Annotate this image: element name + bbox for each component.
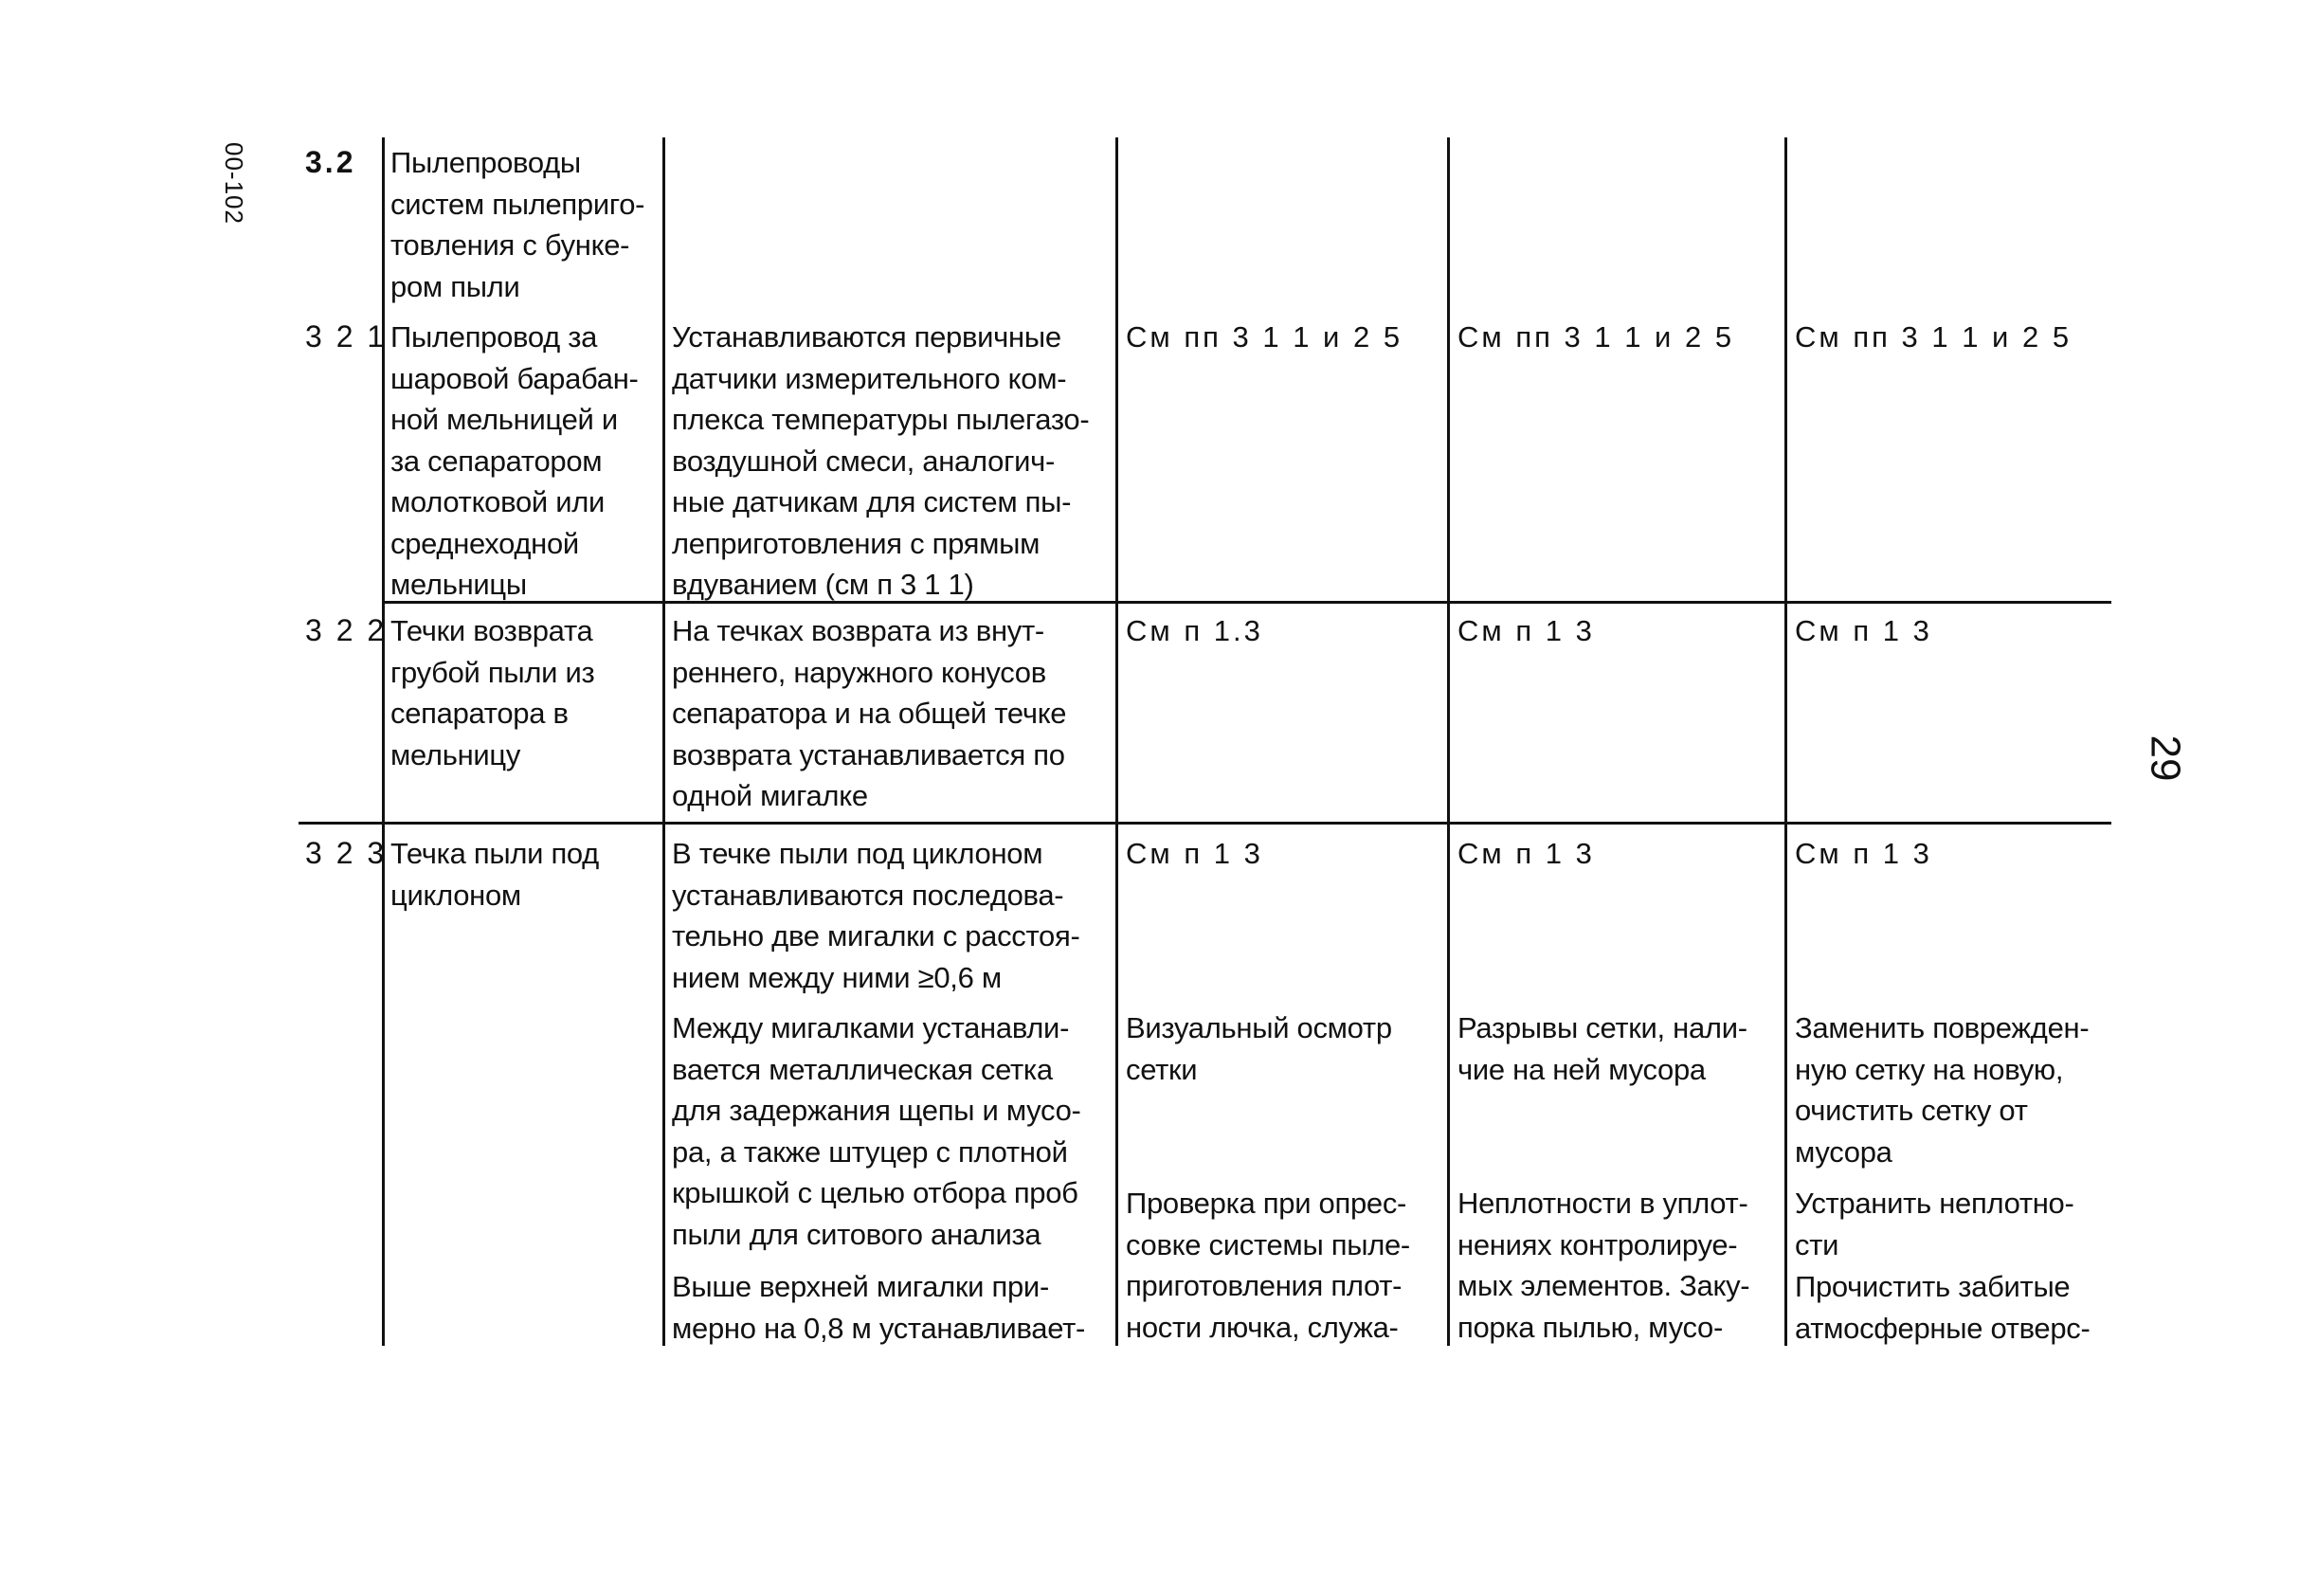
column-divider-4: [1447, 137, 1450, 1346]
row-3-2-2-number: 3 2 2: [305, 613, 388, 647]
row-divider-2: [299, 822, 2111, 825]
row-3-2-3-description: В течке пыли под циклоном устанавливаются последова- тельно две мигалки с расстоя- нием между ними ≥0,6 м: [672, 837, 1080, 994]
row-3-2-1-description: Устанавливаются первичные датчики измерительного ком- плекса температуры пылегазо- воздушной смеси, аналогич- ные датчикам для систем пы- леприготовления с прямым вдуванием (см п 3 1 1): [672, 320, 1090, 601]
row-3-2-2-defects: См п 1 3: [1457, 614, 1595, 647]
row-3-2-2-description: На течках возврата из внут- реннего, наружного конусов сепаратора и на общей течке возврата устанавливается по одной мигалке: [672, 614, 1067, 812]
row-3-2-1-method: См пп 3 1 1 и 2 5: [1126, 320, 1403, 354]
row-3-2-2-actions: См п 1 3: [1795, 614, 1932, 647]
row-3-2-object: Пылепроводы систем пылеприго- товления с бунке- ром пыли: [390, 146, 645, 303]
row-3-2-3-defects-3: Неплотности в уплот- нениях контролируе- мых элементов. Заку- порка пылью, мусо-: [1457, 1187, 1750, 1344]
row-3-2-1-actions: См пп 3 1 1 и 2 5: [1795, 320, 2073, 354]
row-3-2-3-actions: См п 1 3: [1795, 837, 1932, 870]
row-3-2-1-number: 3 2 1: [305, 319, 388, 354]
row-3-2-1-object: Пылепровод за шаровой барабан- ной мельницей и за сепаратором молотковой или среднеходной мельницы: [390, 320, 639, 601]
row-3-2-3-actions-3: Устранить неплотно- сти: [1795, 1187, 2074, 1261]
row-3-2-3-defects-2: Разрывы сетки, нали- чие на ней мусора: [1457, 1011, 1747, 1086]
row-divider-1: [382, 601, 2111, 604]
row-3-2-3-description-2: Между мигалками устанавли- вается металлическая сетка для задержания щепы и мусо- ра, а также штуцер с плотной крышкой с целью отбора проб пыли для ситового анализа: [672, 1011, 1081, 1251]
column-divider-5: [1784, 137, 1787, 1346]
row-3-2-2-object: Течки возврата грубой пыли из сепаратора в мельницу: [390, 614, 595, 771]
row-3-2-3-number: 3 2 3: [305, 836, 388, 870]
row-3-2-3-description-3: Выше верхней мигалки при- мерно на 0,8 м устанавливает-: [672, 1270, 1086, 1345]
row-3-2-3-actions-4: Прочистить забитые атмосферные отверс-: [1795, 1270, 2091, 1345]
row-3-2-3-method: См п 1 3: [1126, 837, 1263, 870]
row-3-2-3-method-3: Проверка при опрес- совке системы пыле- приготовления плот- ности лючка, служа-: [1126, 1187, 1410, 1344]
row-3-2-3-method-2: Визуальный осмотр сетки: [1126, 1011, 1392, 1086]
row-3-2-3-defects: См п 1 3: [1457, 837, 1595, 870]
column-divider-3: [1115, 137, 1118, 1346]
row-3-2-3-actions-2: Заменить поврежден- ную сетку на новую, очистить сетку от мусора: [1795, 1011, 2090, 1169]
row-3-2-2-method: См п 1.3: [1126, 614, 1263, 647]
row-3-2-3-object: Течка пыли под циклоном: [390, 837, 599, 912]
side-document-code: 00-102: [220, 142, 248, 225]
column-divider-2: [662, 137, 665, 1346]
page-number: 29: [2142, 735, 2189, 782]
row-3-2-1-defects: См пп 3 1 1 и 2 5: [1457, 320, 1735, 354]
row-3-2-number: 3.2: [305, 145, 356, 179]
